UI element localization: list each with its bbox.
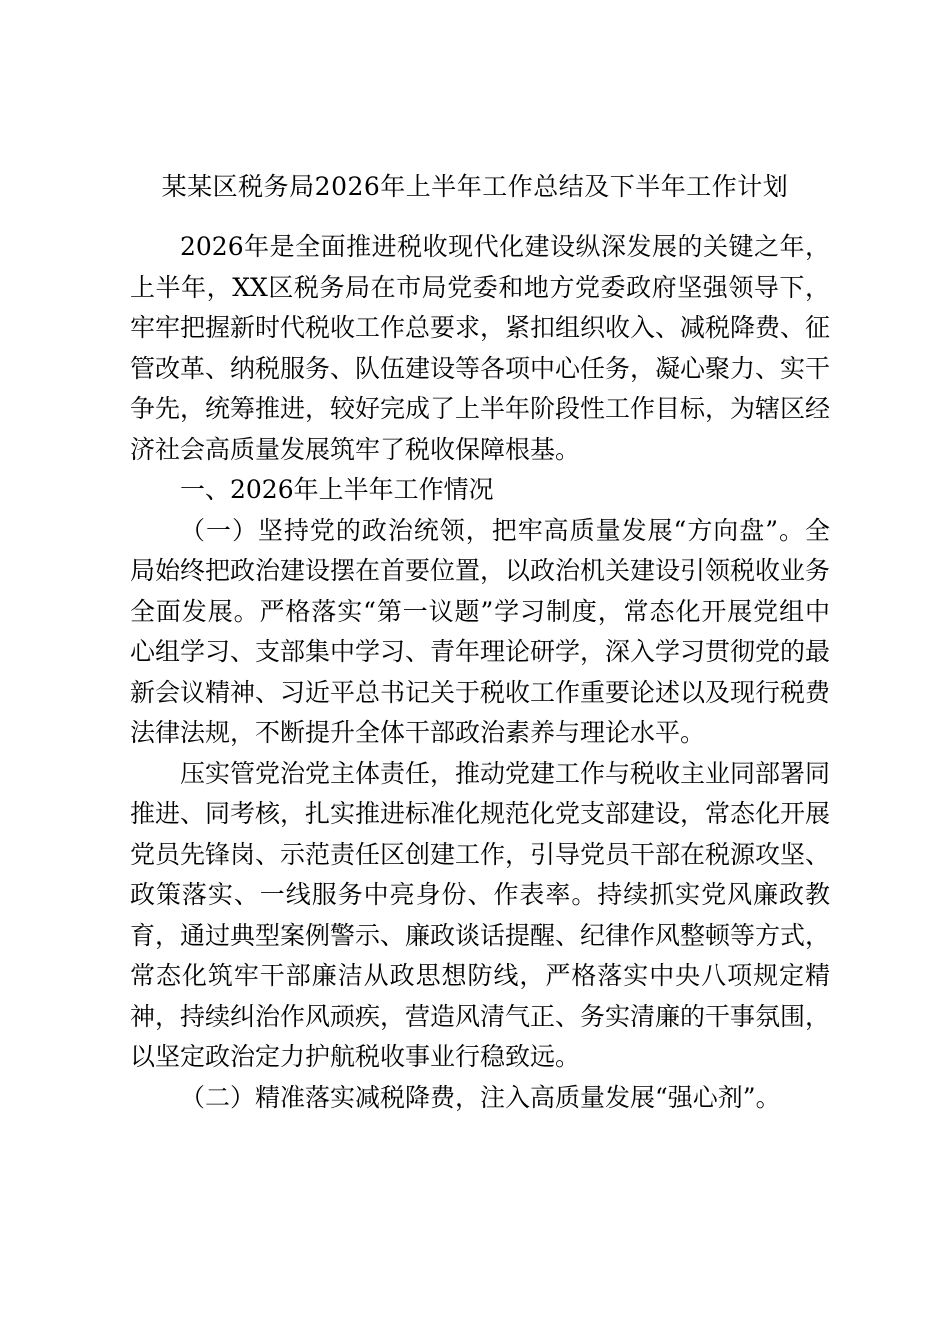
subsection-heading-2: （二）精准落实减税降费，注入高质量发展“强心剂”。 — [180, 1082, 781, 1112]
subsection-paragraph-1: （一）坚持党的政治统领，把牢高质量发展“方向盘”。全局始终把政治建设摆在首要位置，以政治机关建设引领税收业务全面发展。严格落实“第一议题”学习制度，常态化开展党组中心组学习、支部集中学习、青年理论研学，深入学习贯彻党的最新会议精神、习近平总书记关于税收工作重要论述以及现行税费法律法规，不断提升全体干部政治素养与理论水平。 — [130, 515, 831, 747]
document-body — [130, 227, 830, 1118]
intro-paragraph: 2026年是全面推进税收现代化建设纵深发展的关键之年，上半年，XX区税务局在市局党委和地方党委政府坚强领导下，牢牢把握新时代税收工作总要求，紧扣组织收入、减税降费、征管改革、纳税服务、队伍建设等各项中心任务，凝心聚力、实干争先，统筹推进，较好完成了上半年阶段性工作目标，为辖区经济社会高质量发展筑牢了税收保障根基。 — [130, 232, 831, 464]
body-paragraph: 压实管党治党主体责任，推动党建工作与税收主业同部署同推进、同考核，扎实推进标准化规范化党支部建设，常态化开展党员先锋岗、示范责任区创建工作，引导党员干部在税源攻坚、政策落实、一线服务中亮身份、作表率。持续抓实党风廉政教育，通过典型案例警示、廉政谈话提醒、纪律作风整顿等方式，常态化筑牢干部廉洁从政思想防线，严格落实中央八项规定精神，持续纠治作风顽疾，营造风清气正、务实清廉的干事氛围，以坚定政治定力护航税收事业行稳致远。 — [130, 758, 831, 1071]
document-title: 某某区税务局2026年上半年工作总结及下半年工作计划 — [161, 172, 789, 201]
section-heading-1: 一、2026年上半年工作情况 — [180, 475, 494, 504]
